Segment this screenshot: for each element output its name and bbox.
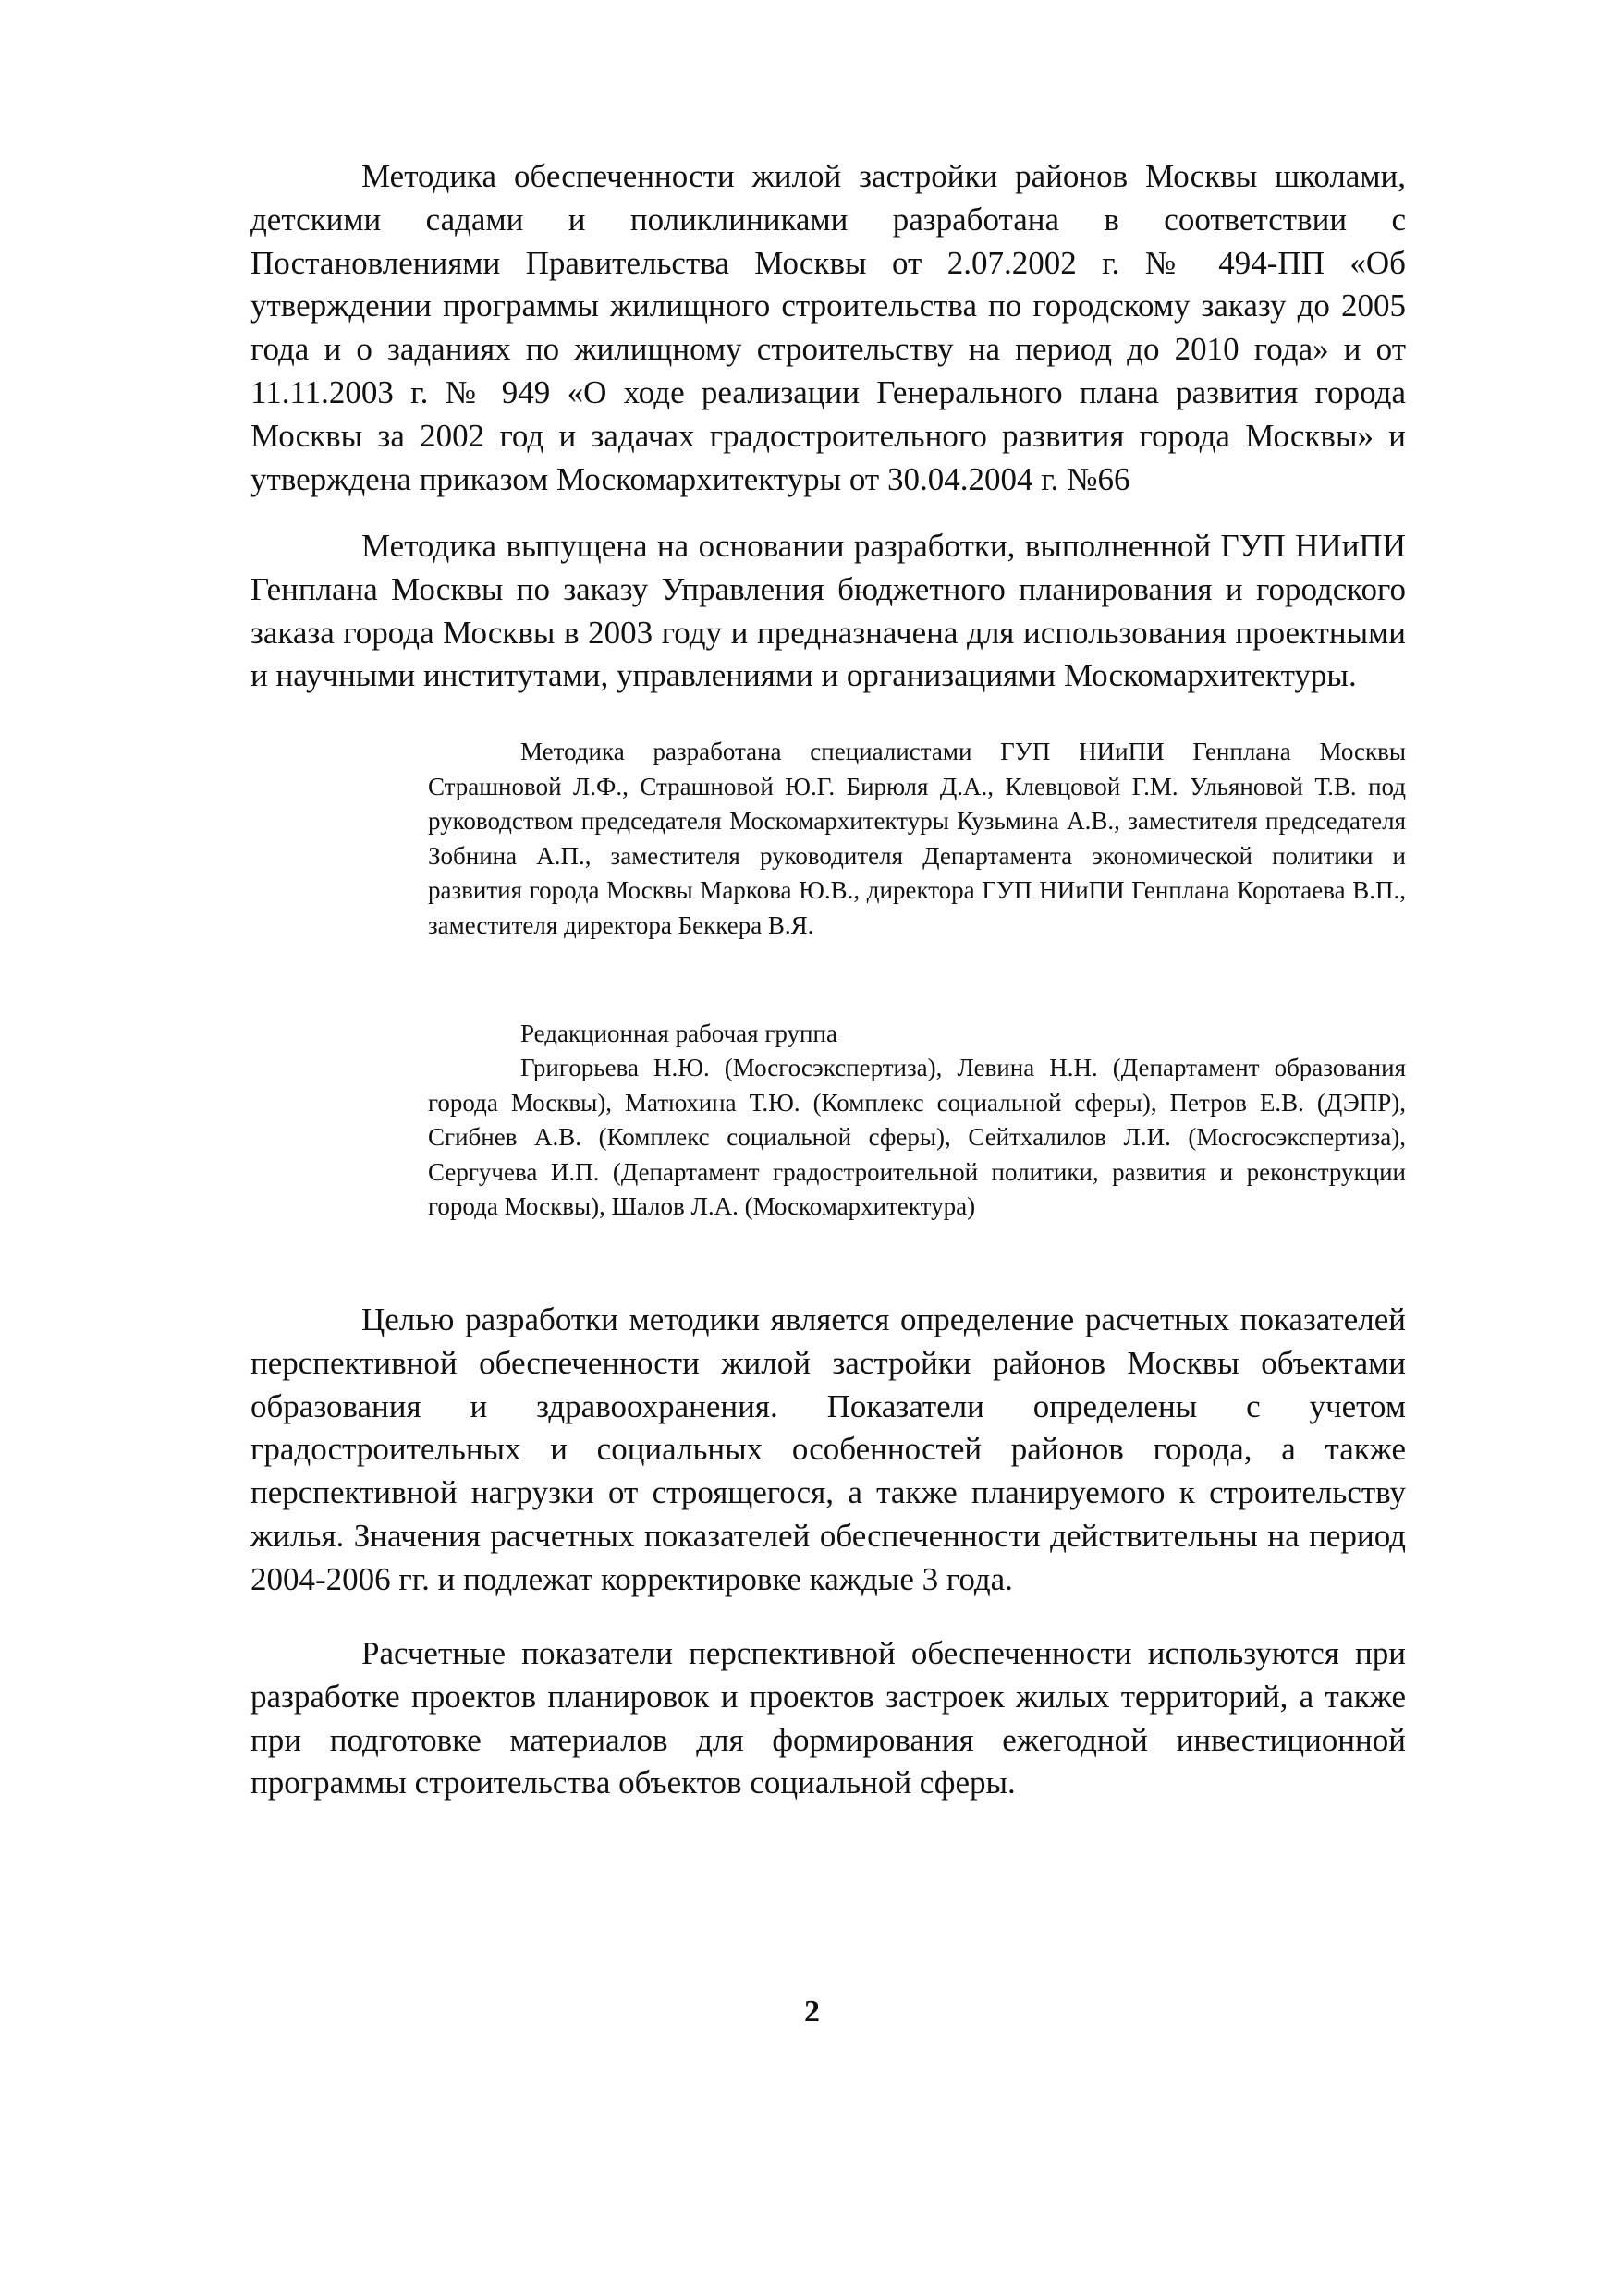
- editorial-group-members: Григорьева Н.Ю. (Мосгосэкспертиза), Левина Н.Н. (Департамент образования города Москвы), Матюхина Т.Ю. (Комплекс социальной сферы), Петров Е.В. (ДЭПР), Сгибнев А.В. (Комплекс социальной сферы), Сейтхалилов Л.И. (Мосгосэкспертиза), Сергучева И.П. (Департамент градостроительной политики, развития и реконструкции города Москвы), Шалов Л.А. (Москомархитектура): [428, 1054, 1406, 1220]
- origin-paragraph: Методика выпущена на основании разработки, выполненной ГУП НИиПИ Генплана Москвы по заказу Управления бюджетного планирования и городского заказа города Москвы в 2003 году и предназначена для использования проектными и научными институтами, управлениями и организациями Москомархитектуры.: [250, 528, 1406, 694]
- usage-paragraph: Расчетные показатели перспективной обеспеченности используются при разработке проектов планировок и проектов застроек жилых территорий, а также при подготовке материалов для формирования ежегодной инвестиционной программы строительства объектов социальной сферы.: [250, 1635, 1406, 1801]
- purpose-paragraph: Целью разработки методики является определение расчетных показателей перспективной обеспеченности жилой застройки районов Москвы объектами образования и здравоохранения. Показатели определены с учетом градостроительных и социальных особенностей районов города, а также перспективной нагрузки от строящегося, а также планируемого к строительству жилья. Значения расчетных показателей обеспеченности действительны на период 2004-2006 гг. и подлежат корректировке каждые 3 года.: [250, 1301, 1406, 1597]
- editorial-group-heading: Редакционная рабочая группа: [520, 1020, 837, 1047]
- page-number: 2: [804, 1995, 820, 2029]
- intro-paragraph: Методика обеспеченности жилой застройки районов Москвы школами, детскими садами и поликлиниками разработана в соответствии с Постановлениями Правительства Москвы от 2.07.2002 г. № 494-ПП «Об утверждении программы жилищного строительства по городскому заказу до 2005 года и о заданиях по жилищному строительству на период до 2010 года» и от 11.11.2003 г. № 949 «О ходе реализации Генерального плана развития города Москвы за 2002 год и задачах градостроительного развития города Москвы» и утверждена приказом Москомархитектуры от 30.04.2004 г. №66: [250, 158, 1406, 497]
- authors-credits: Методика разработана специалистами ГУП НИиПИ Генплана Москвы Страшновой Л.Ф., Страшновой Ю.Г. Бирюля Д.А., Клевцовой Г.М. Ульяновой Т.В. под руководством председателя Москомархитектуры Кузьмина А.В., заместителя председателя Зобнина А.П., заместителя руководителя Департамента экономической политики и развития города Москвы Маркова Ю.В., директора ГУП НИиПИ Генплана Коротаева В.П., заместителя директора Беккера В.Я.: [428, 738, 1406, 939]
